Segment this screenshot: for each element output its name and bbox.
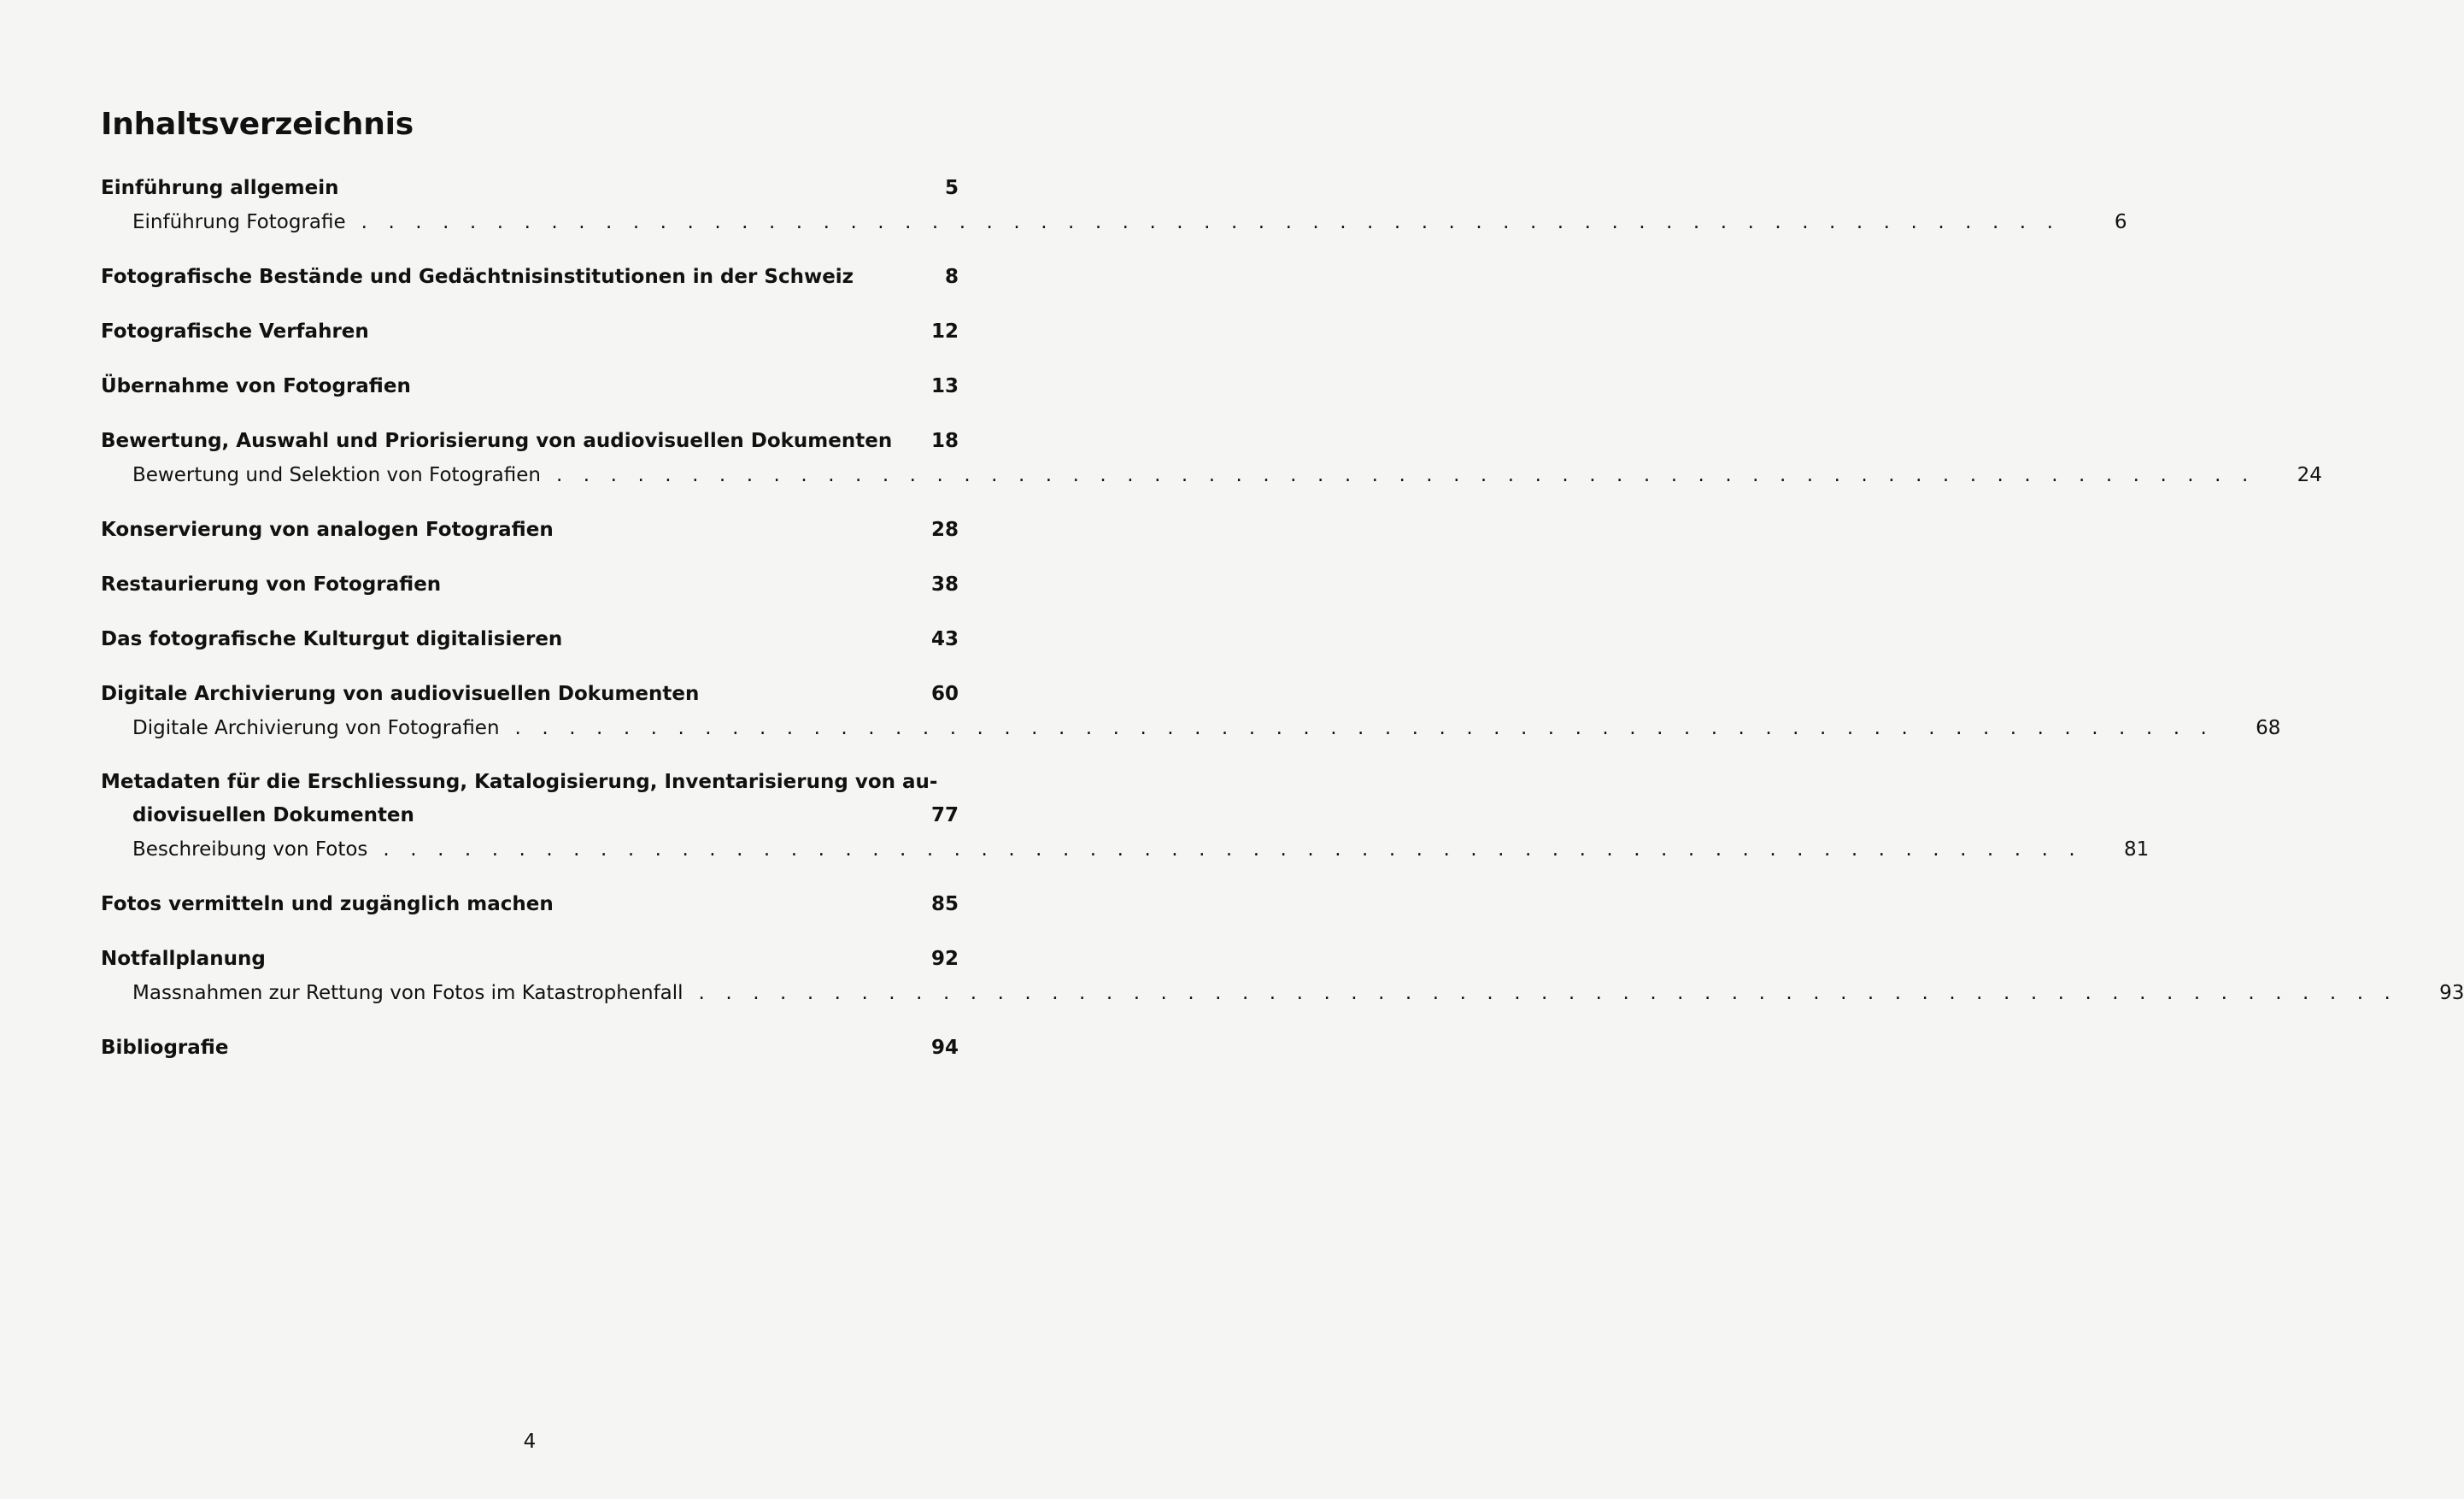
toc-dot-leader: . . . . . . . . . . . . . . . . . . . . . . . . . . . . . . . . . . . . . . . . . . . . . . . . . . . . . . . . . . . . . . .	[555, 464, 2256, 486]
toc-subentry-page: 93	[2439, 982, 2464, 1004]
toc-dot-leader: . . . . . . . . . . . . . . . . . . . . . . . . . . . . . . . . . . . . . . . . . . . . . . . . . . . . . . . . . . . . . . .	[698, 982, 2398, 1004]
toc-entry[interactable]	[101, 622, 959, 656]
table-of-contents	[101, 171, 2464, 1085]
toc-entry-title: Fotografische Verfahren	[101, 320, 369, 343]
toc-subentry[interactable]	[101, 711, 2281, 745]
page-number: 4	[523, 1431, 537, 1453]
toc-entry[interactable]	[101, 171, 959, 205]
toc-subentry-page: 81	[2124, 838, 2150, 861]
toc-entry[interactable]	[101, 1031, 959, 1065]
toc-entry[interactable]	[101, 369, 959, 403]
toc-entry[interactable]	[101, 424, 959, 458]
toc-subentry-page: 6	[2114, 211, 2127, 233]
toc-subentry[interactable]	[101, 832, 2150, 867]
toc-subentry-title: Bewertung und Selektion von Fotografien	[132, 464, 541, 486]
page-title: Inhaltsverzeichnis	[101, 107, 414, 142]
toc-entry-page: 43	[930, 628, 959, 650]
toc-entry-page: 5	[944, 177, 959, 199]
toc-entry[interactable]	[101, 766, 959, 832]
toc-entry-title: Digitale Archivierung von audiovisuellen Dokumenten	[101, 683, 700, 705]
toc-subentry-title: Beschreibung von Fotos	[132, 838, 368, 861]
toc-entry-page: 85	[930, 893, 959, 915]
toc-entry-title: Bewertung, Auswahl und Priorisierung von audiovisuellen Dokumenten	[101, 430, 893, 452]
toc-subentry-page: 24	[2297, 464, 2322, 486]
toc-entry-title: Fotos vermitteln und zugänglich machen	[101, 893, 554, 915]
toc-subentry-page: 68	[2256, 717, 2281, 739]
toc-subentry[interactable]	[101, 458, 2322, 492]
toc-section	[101, 513, 959, 547]
toc-entry-page: 77	[930, 804, 959, 826]
toc-section	[101, 677, 2281, 745]
toc-entry-page: 18	[930, 430, 959, 452]
toc-entry-title: Metadaten für die Erschliessung, Katalogisierung, Inventarisierung von au-	[101, 771, 938, 793]
toc-section	[101, 1031, 959, 1065]
toc-entry-title: Einführung allgemein	[101, 177, 339, 199]
toc-entry-page: 60	[930, 683, 959, 705]
toc-subentry-title: Massnahmen zur Rettung von Fotos im Katastrophenfall	[132, 982, 683, 1004]
toc-entry[interactable]	[101, 942, 959, 976]
toc-subentry[interactable]	[101, 976, 2464, 1010]
toc-section	[101, 424, 2322, 492]
toc-entry-title: Restaurierung von Fotografien	[101, 573, 442, 596]
toc-dot-leader: . . . . . . . . . . . . . . . . . . . . . . . . . . . . . . . . . . . . . . . . . . . . . . . . . . . . . . . . . . . . . . .	[361, 211, 2061, 233]
toc-entry-page: 92	[930, 948, 959, 970]
toc-section	[101, 567, 959, 602]
toc-entry[interactable]	[101, 260, 959, 294]
toc-section	[101, 887, 959, 921]
toc-entry[interactable]	[101, 887, 959, 921]
toc-entry-title: Fotografische Bestände und Gedächtnisinstitutionen in der Schweiz	[101, 266, 854, 288]
toc-subentry-title: Einführung Fotografie	[132, 211, 346, 233]
toc-section	[101, 171, 2127, 239]
toc-subentry-title: Digitale Archivierung von Fotografien	[132, 717, 500, 739]
toc-entry-title: Konservierung von analogen Fotografien	[101, 519, 554, 541]
toc-entry-page: 8	[944, 266, 959, 288]
toc-section	[101, 766, 2150, 867]
toc-entry-title: Das fotografische Kulturgut digitalisieren	[101, 628, 563, 650]
toc-dot-leader: . . . . . . . . . . . . . . . . . . . . . . . . . . . . . . . . . . . . . . . . . . . . . . . . . . . . . . . . . . . . . . .	[383, 838, 2083, 861]
toc-entry-page: 13	[930, 375, 959, 397]
toc-section	[101, 942, 2464, 1010]
toc-entry-title: Notfallplanung	[101, 948, 266, 970]
toc-entry[interactable]	[101, 567, 959, 602]
toc-entry-title-cont: diovisuellen Dokumenten	[132, 804, 414, 826]
toc-entry-page: 28	[930, 519, 959, 541]
toc-section	[101, 260, 959, 294]
toc-entry[interactable]	[101, 314, 959, 349]
toc-entry-page: 12	[930, 320, 959, 343]
toc-entry-title: Bibliografie	[101, 1037, 229, 1059]
toc-entry[interactable]	[101, 513, 959, 547]
toc-section	[101, 622, 959, 656]
toc-entry-page: 38	[930, 573, 959, 596]
toc-entry-title-continuation	[101, 799, 959, 832]
toc-entry[interactable]	[101, 677, 959, 711]
toc-section	[101, 369, 959, 403]
toc-entry-page: 94	[930, 1037, 959, 1059]
toc-section	[101, 314, 959, 349]
toc-dot-leader: . . . . . . . . . . . . . . . . . . . . . . . . . . . . . . . . . . . . . . . . . . . . . . . . . . . . . . . . . . . . . . .	[514, 717, 2215, 739]
toc-subentry[interactable]	[101, 205, 2127, 239]
toc-entry-title: Übernahme von Fotografien	[101, 375, 411, 397]
